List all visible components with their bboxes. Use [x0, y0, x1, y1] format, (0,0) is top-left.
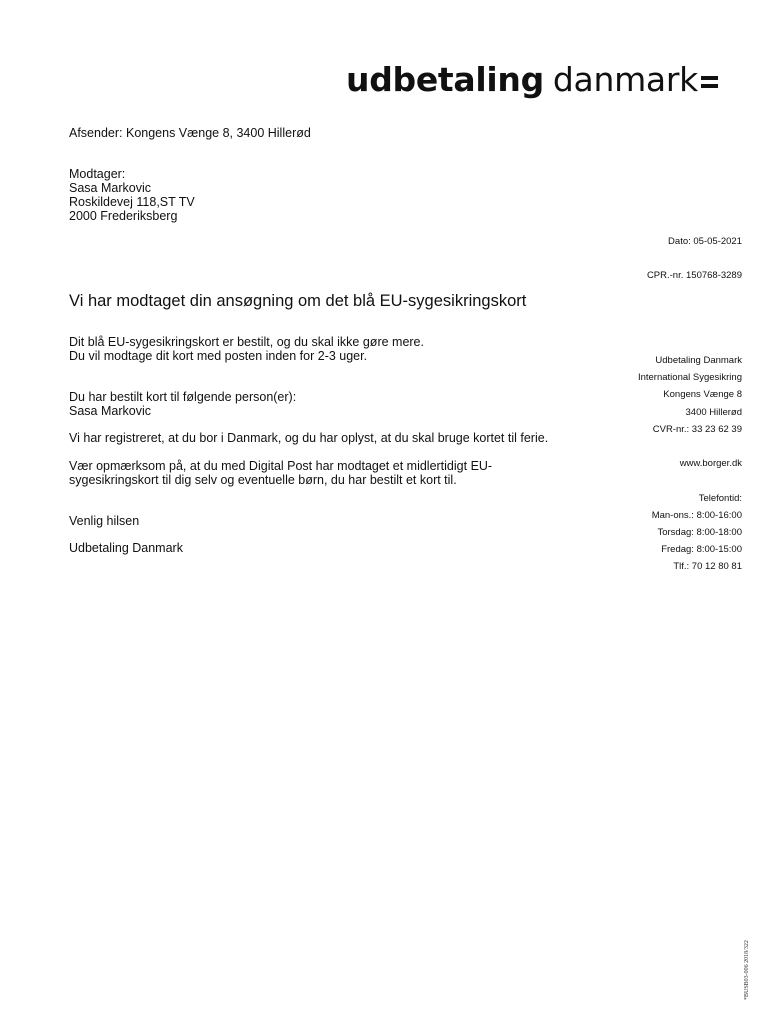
- logo: [346, 58, 718, 100]
- paragraph-registration: Vi har registreret, at du bor i Danmark, og du har oplyst, at du skal bruge kortet til ferie.: [69, 431, 549, 445]
- logo-word-light: danmark: [552, 59, 698, 99]
- sidebar-website: www.borger.dk: [679, 458, 742, 470]
- cpr-line: CPR.-nr. 150768-3289: [646, 270, 742, 281]
- sidebar-hours-thu: Torsdag: 8:00-18:00: [657, 526, 742, 538]
- closing-greeting: Venlig hilsen: [69, 514, 140, 528]
- paragraph-ordered-for: Du har bestilt kort til følgende person(er): Sasa Markovic: [69, 390, 297, 418]
- sidebar-phone: Tlf.: 70 12 80 81: [673, 561, 742, 573]
- sidebar-city: 3400 Hillerød: [685, 406, 742, 418]
- sidebar-street: Kongens Vænge 8: [663, 389, 742, 401]
- logo-word-bold: udbetaling: [346, 59, 544, 99]
- date-line: Dato: 05-05-2021: [668, 236, 742, 247]
- paragraph-order-status: Dit blå EU-sygesikringskort er bestilt, og du skal ikke gøre mere. Du vil modtage dit kort med posten inden for 2-3 uger.: [69, 335, 424, 363]
- sidebar-hours-label: Telefontid:: [698, 492, 742, 504]
- sender-address: Afsender: Kongens Vænge 8, 3400 Hillerød: [69, 126, 311, 140]
- paragraph-digital-post-notice: Vær opmærksom på, at du med Digital Post har modtaget et midlertidigt EU- sygesikringskort til dig selv og eventuelle børn, du har bestilt et kort til.: [69, 459, 493, 487]
- recipient-city: 2000 Frederiksberg: [69, 209, 178, 223]
- recipient-label: Modtager:: [69, 167, 126, 181]
- letter-headline: Vi har modtaget din ansøgning om det blå EU-sygesikringskort: [69, 292, 527, 310]
- recipient-block: [69, 167, 195, 223]
- ordered-person-name: Sasa Markovic: [69, 404, 151, 418]
- contact-sidebar: [638, 352, 742, 575]
- sidebar-org: Udbetaling Danmark: [655, 355, 742, 366]
- sidebar-hours-mon-wed: Man-ons.: 8:00-16:00: [651, 509, 742, 521]
- recipient-name: Sasa Markovic: [69, 181, 151, 195]
- recipient-street: Roskildevej 118,ST TV: [69, 195, 195, 209]
- document-reference-code: *BUSB03-006 2018/322: [744, 940, 750, 1000]
- signature: Udbetaling Danmark: [69, 541, 183, 555]
- sidebar-cvr: CVR-nr.: 33 23 62 39: [652, 423, 742, 435]
- sidebar-hours-fri: Fredag: 8:00-15:00: [661, 544, 742, 556]
- logo-equals-mark: [701, 76, 718, 88]
- sidebar-dept: International Sygesikring: [637, 372, 742, 384]
